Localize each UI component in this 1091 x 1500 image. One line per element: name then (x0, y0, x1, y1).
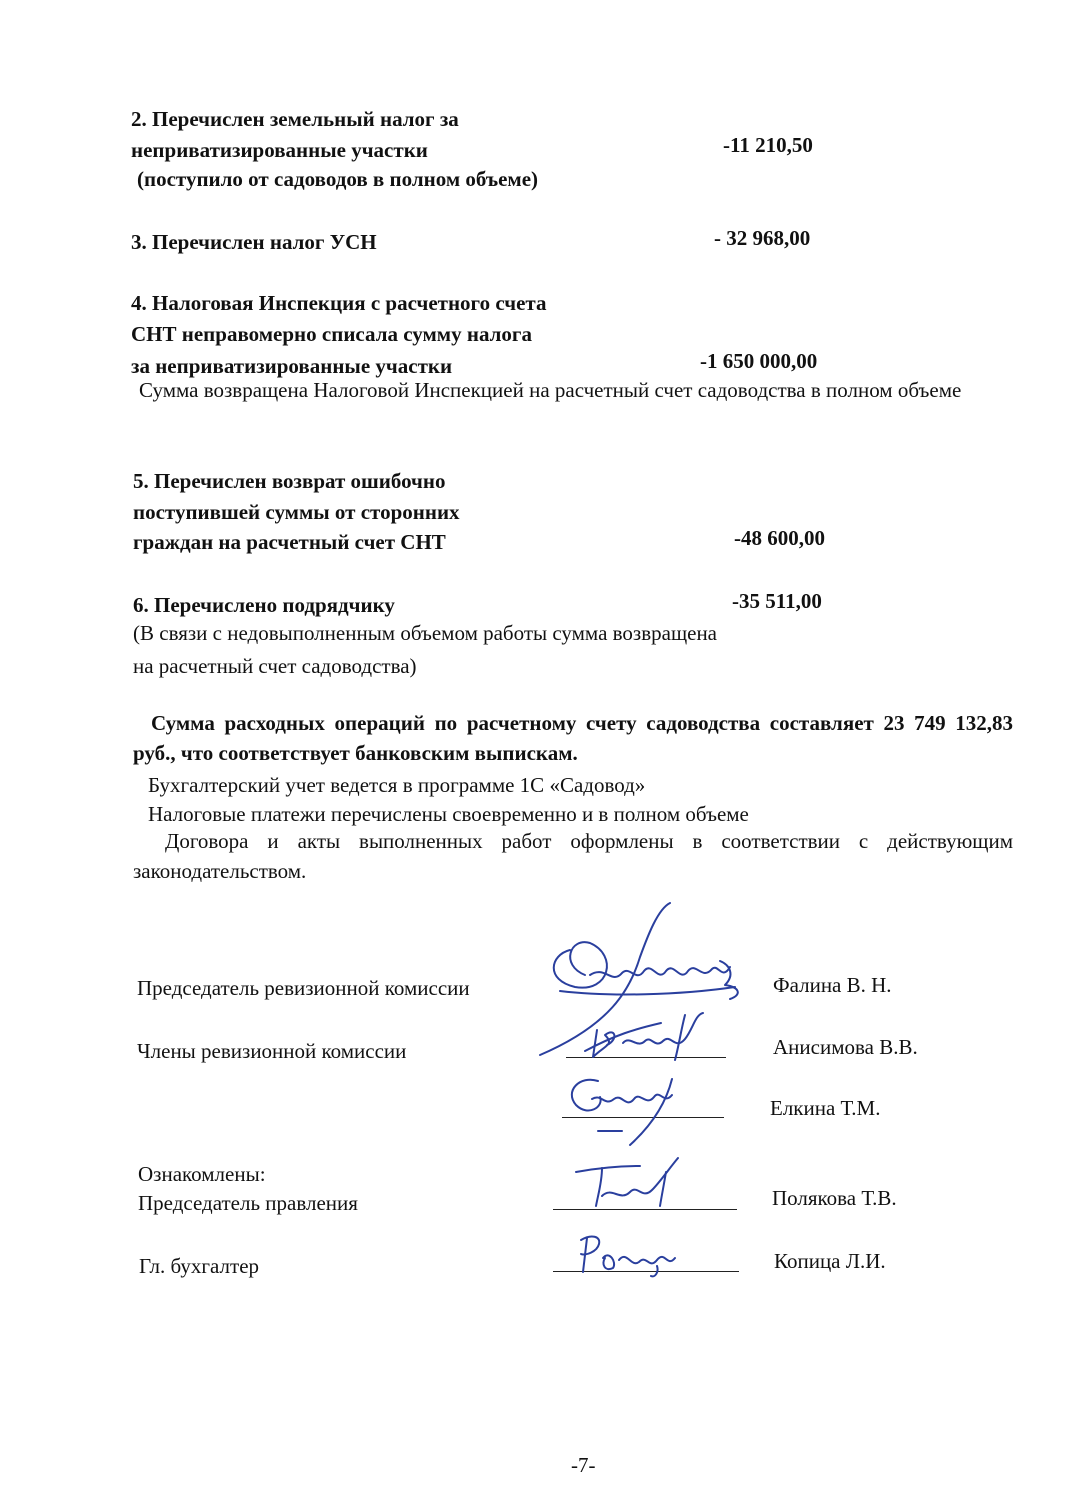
member-1-signature (575, 1005, 725, 1065)
item-5-line-3: граждан на расчетный счет СНТ (133, 530, 446, 554)
accountant-name: Копица Л.И. (774, 1249, 886, 1273)
item-6-line-1: 6. Перечислено подрядчику (133, 593, 395, 617)
board-chair-name: Полякова Т.В. (772, 1186, 897, 1210)
chairman-name: Фалина В. Н. (773, 973, 892, 997)
member-1-name: Анисимова В.В. (773, 1035, 918, 1059)
item-2-line-1: 2. Перечислен земельный налог за (131, 107, 459, 131)
summary-line-1: Бухгалтерский учет ведется в программе 1С «Садовод» (148, 773, 646, 797)
board-chair-signature (568, 1150, 698, 1215)
item-3-amount: - 32 968,00 (714, 226, 811, 250)
member-2-signature (560, 1063, 690, 1148)
item-2-amount: -11 210,50 (723, 133, 813, 157)
item-4-line-1: 4. Налоговая Инспекция с расчетного счета (131, 291, 547, 315)
summary-line-3: Договора и акты выполненных работ оформлены в соответствии с действующим законодательством. (133, 829, 1013, 883)
item-6-amount: -35 511,00 (732, 589, 822, 613)
item-2-line-2: неприватизированные участки (131, 138, 428, 162)
members-role: Члены ревизионной комиссии (137, 1039, 407, 1063)
item-5-amount: -48 600,00 (734, 526, 825, 550)
item-3-line-1: 3. Перечислен налог УСН (131, 230, 377, 254)
item-4-amount: -1 650 000,00 (700, 349, 818, 373)
page-number: -7- (571, 1453, 596, 1477)
item-4-line-2: СНТ неправомерно списала сумму налога (131, 322, 532, 346)
item-6-note-line-1: (В связи с недовыполненным объемом работы сумма возвращена (133, 621, 718, 645)
summary-bold-paragraph: Сумма расходных операций по расчетному счету садоводства составляет 23 749 132,83 руб., что соответствует банковским выпискам. (133, 711, 1013, 765)
item-5-line-2: поступившей суммы от сторонних (133, 500, 460, 524)
item-5-line-1: 5. Перечислен возврат ошибочно (133, 469, 446, 493)
item-4-note: Сумма возвращена Налоговой Инспекцией на расчетный счет садоводства в полном объеме (139, 378, 962, 402)
acquainted-label: Ознакомлены: (138, 1162, 266, 1186)
member-2-name: Елкина Т.М. (770, 1096, 881, 1120)
summary-line-2: Налоговые платежи перечислены своевременно и в полном объеме (148, 802, 749, 826)
item-6-note-line-2: на расчетный счет садоводства) (133, 654, 417, 678)
accountant-signature (575, 1228, 685, 1278)
chairman-role: Председатель ревизионной комиссии (137, 976, 470, 1000)
accountant-role: Гл. бухгалтер (139, 1254, 260, 1278)
item-4-line-3: за неприватизированные участки (131, 354, 453, 378)
item-2-line-3: (поступило от садоводов в полном объеме) (137, 167, 539, 191)
board-chair-role: Председатель правления (138, 1191, 358, 1215)
